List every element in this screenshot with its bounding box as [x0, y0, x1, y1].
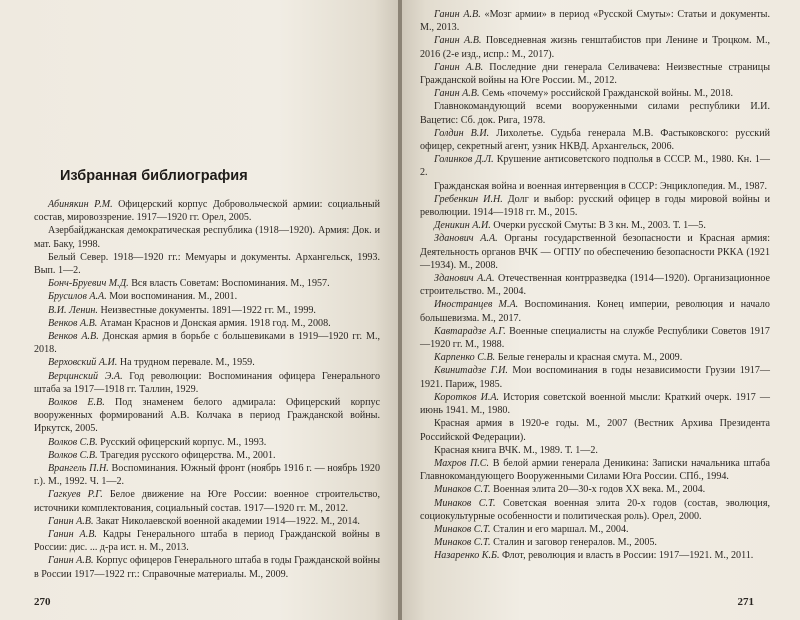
entry-text: Повседневная жизнь генштабистов при Ленине и Троцком. М., 2016 (2-е изд., испр.: М., 2017). — [420, 35, 770, 60]
bibliography-entry — [34, 330, 380, 356]
entry-text: Главнокомандующий всеми вооруженными силами республики И.И. Вацетис: Сб. док. Рига, 1978. — [420, 101, 770, 126]
bibliography-entry — [420, 87, 770, 100]
entry-author: Карпенко С.В. — [434, 352, 496, 364]
entry-text: Белые генералы и красная смута. М., 2009. — [495, 352, 683, 364]
entry-author: Гребенкин И.Н. — [434, 193, 503, 205]
entry-author: Гагкуев Р.Г. — [48, 489, 103, 501]
bibliography-entry — [420, 100, 770, 126]
bibliography-entry — [420, 417, 770, 443]
bibliography-entry — [34, 277, 380, 290]
bibliography-entry — [34, 356, 380, 369]
right-page-body — [420, 8, 770, 563]
entry-text: Закат Николаевской военной академии 1914—1922. М., 2014. — [93, 515, 360, 527]
bibliography-entry — [420, 497, 770, 523]
bibliography-entry — [34, 554, 380, 580]
entry-author: Верцинский Э.А. — [48, 370, 123, 382]
entry-author: Бонч-Бруевич М.Д. — [48, 278, 129, 290]
bibliography-entry — [420, 351, 770, 364]
bibliography-entry — [34, 462, 380, 488]
entry-text: Военные специалисты на службе Республики Советов 1917—1920 гг. М., 1988. — [420, 325, 770, 351]
entry-author: Ганин А.В. — [48, 555, 94, 567]
entry-text: Сталин и его маршал. М., 2004. — [490, 523, 629, 535]
bibliography-entry — [420, 180, 770, 193]
entry-author: Голдин В.И. — [434, 127, 490, 139]
entry-text: Последние дни генерала Селивачева: Неизвестные страницы Гражданской войны на Юге России. М., 2012. — [420, 61, 770, 87]
entry-text: Очерки русской Смуты: В 3 кн. М., 2003. Т. 1—5. — [490, 220, 706, 232]
entry-text: Воспоминания. Конец империи, революция и начало большевизма. М., 2017. — [420, 299, 770, 324]
entry-text: Кадры Генерального штаба в период Гражданской войны в России: дис. ... д-ра ист. н. М., 2013. — [34, 529, 380, 554]
entry-text: «Мозг армии» в период «Русской Смуты»: Статьи и документы. М., 2013. — [420, 9, 770, 34]
entry-text: Гражданская война и военная интервенция в СССР: Энциклопедия. М., 1987. — [434, 180, 768, 192]
entry-author: Венков А.В. — [48, 317, 98, 329]
entry-text: Красная книга ВЧК. М., 1989. Т. 1—2. — [434, 444, 598, 456]
entry-author: Зданович А.А. — [434, 273, 495, 285]
entry-text: Крушение антисоветского подполья в СССР. М., 1980. Кн. 1—2. — [420, 154, 770, 179]
entry-author: Ганин А.В. — [434, 61, 484, 73]
bibliography-entry — [420, 298, 770, 324]
bibliography-entry — [34, 290, 380, 303]
entry-text: Советская военная элита 20-х годов (состав, эволюция, социокультурные особенности и политическая роль). Орел, 2000. — [420, 497, 770, 522]
entry-text: Белое движение на Юге России: военное строительство, источники комплектования, социальный состав. 1917—1920 гг. М., 2012. — [34, 489, 380, 514]
entry-text: Офицерский корпус Добровольческой армии: социальный состав, мировоззрение. 1917—1920 гг. Орел, 2005. — [34, 199, 380, 224]
entry-text: Мои воспоминания. М., 2001. — [106, 291, 238, 303]
left-page — [0, 0, 398, 620]
bibliography-entry — [420, 364, 770, 390]
bibliography-entry — [420, 8, 770, 34]
bibliography-entry — [34, 436, 380, 449]
entry-text: Донская армия в борьбе с большевиками в 1919—1920 гг. М., 2018. — [34, 331, 380, 356]
bibliography-entry — [34, 304, 380, 317]
entry-author: Врангель П.Н. — [48, 463, 109, 475]
entry-author: Волков С.В. — [48, 436, 98, 448]
entry-author: Иностранцев М.А. — [434, 299, 519, 311]
entry-author: Квинитадзе Г.И. — [434, 365, 508, 377]
entry-text: Трагедия русского офицерства. М., 2001. — [97, 449, 276, 461]
entry-author: Голинков Д.Л. — [434, 154, 494, 166]
entry-text: Русский офицерский корпус. М., 1993. — [97, 436, 267, 448]
bibliography-entry — [420, 61, 770, 87]
entry-author: Ганин А.В. — [48, 515, 94, 527]
entry-text: Корпус офицеров Генерального штаба в годы Гражданской войны в России 1917—1922 гг.: Справочные материалы. М., 2009. — [34, 555, 380, 580]
entry-text: Сталин и заговор генералов. М., 2005. — [490, 537, 657, 549]
entry-author: Кавтарадзе А.Г. — [434, 325, 506, 337]
entry-text: Долг и выбор: русский офицер в годы мировой войны и революции. 1914—1918 гг. М., 2015. — [420, 193, 771, 219]
entry-author: Деникин А.И. — [434, 220, 491, 232]
page-number-left: 270 — [34, 596, 51, 608]
page-number-right: 271 — [737, 596, 754, 608]
bibliography-entry — [34, 528, 380, 554]
entry-author: Ганин А.В. — [434, 9, 481, 20]
entry-author: Ганин А.В. — [434, 35, 482, 47]
entry-author: Ганин А.В. — [48, 529, 97, 541]
entry-text: Неизвестные документы. 1891—1922 гг. М., 1999. — [97, 304, 316, 316]
entry-text: Под знаменем белого адмирала: Офицерский корпус вооруженных формирований А.В. Колчака в период Гражданской войны. Иркутск, 2005. — [34, 397, 380, 435]
bibliography-entry — [420, 444, 770, 457]
entry-author: Волков С.В. — [48, 449, 98, 461]
entry-text: Воспоминания. Южный фронт (ноябрь 1916 г. — ноябрь 1920 г.). М., 1992. Ч. 1—2. — [34, 463, 380, 488]
entry-text: Флот, революция и власть в России: 1917—1921. М., 2011. — [499, 550, 754, 562]
bibliography-entry — [420, 219, 770, 232]
entry-author: В.И. Ленин. — [48, 304, 98, 316]
bibliography-entry — [34, 317, 380, 330]
bibliography-entry — [420, 536, 770, 549]
entry-text: Органы государственной безопасности и Красная армия: Деятельность органов ВЧК — ОГПУ по обеспечению безопасности РККА (1921—1934). М., 2008. — [420, 233, 770, 271]
bibliography-entry — [420, 127, 770, 153]
entry-text: Мои воспоминания в годы независимости Грузии 1917—1921. Париж, 1985. — [420, 365, 770, 390]
bibliography-entry — [420, 549, 770, 562]
entry-text: В белой армии генерала Деникина: Записки начальника штаба Главнокомандующего Вооруженными Силами Юга России. СПб., 1994. — [420, 457, 770, 483]
entry-author: Верховский А.И. — [48, 357, 118, 369]
page-heading: Избранная библиография — [60, 168, 248, 184]
bibliography-entry — [34, 449, 380, 462]
entry-text: Семь «почему» российской Гражданской войны. М., 2018. — [479, 88, 734, 100]
entry-text: Вся власть Советам: Воспоминания. М., 1957. — [128, 278, 330, 290]
entry-author: Минаков С.Т. — [434, 484, 491, 496]
entry-author: Зданович А.А. — [434, 233, 498, 245]
bibliography-entry — [34, 251, 380, 277]
bibliography-entry — [420, 325, 770, 351]
bibliography-entry — [34, 224, 380, 250]
bibliography-entry — [420, 272, 770, 298]
entry-author: Коротков И.А. — [434, 391, 500, 403]
bibliography-entry — [34, 370, 380, 396]
bibliography-entry — [420, 232, 770, 272]
entry-author: Назаренко К.Б. — [434, 550, 500, 562]
entry-text: Азербайджанская демократическая республика (1918—1920). Армия: Док. и мат. Баку, 1998. — [34, 225, 380, 250]
bibliography-entry — [34, 515, 380, 528]
entry-author: Брусилов А.А. — [48, 291, 107, 303]
entry-author: Махров П.С. — [434, 457, 490, 469]
entry-text: Отечественная контрразведка (1914—1920). Организационное строительство. М., 2004. — [420, 273, 770, 298]
entry-text: Военная элита 20—30-х годов XX века. М., 2004. — [490, 484, 706, 496]
bibliography-entry — [34, 488, 380, 514]
bibliography-entry — [420, 391, 770, 417]
right-page — [402, 0, 800, 620]
bibliography-entry — [420, 523, 770, 536]
entry-text: Белый Север. 1918—1920 гг.: Мемуары и документы. Архангельск, 1993. Вып. 1—2. — [34, 251, 380, 277]
entry-text: Красная армия в 1920-е годы. М., 2007 (Вестник Архива Президента Российской Федерации). — [420, 418, 770, 443]
entry-author: Минаков С.Т. — [434, 497, 496, 509]
bibliography-entry — [420, 483, 770, 496]
entry-text: Лихолетье. Судьба генерала М.В. Фастыковского: русский офицер, секретный агент, узник НКВД. Архангельск, 2006. — [420, 127, 770, 153]
entry-author: Абинякин Р.М. — [48, 199, 113, 210]
entry-author: Ганин А.В. — [434, 88, 480, 100]
bibliography-entry — [420, 34, 770, 60]
bibliography-list-left — [34, 198, 380, 581]
entry-author: Минаков С.Т. — [434, 537, 491, 549]
bibliography-entry — [420, 153, 770, 179]
entry-author: Минаков С.Т. — [434, 523, 491, 535]
entry-author: Волков Е.В. — [48, 397, 105, 409]
bibliography-entry — [34, 396, 380, 436]
entry-text: Год революции: Воспоминания офицера Генерального штаба за 1917—1918 гг. Таллин, 1929. — [34, 370, 380, 395]
entry-author: Венков А.В. — [48, 331, 99, 343]
bibliography-entry — [420, 193, 770, 219]
bibliography-list-right — [420, 8, 770, 563]
entry-text: На трудном перевале. М., 1959. — [117, 357, 255, 369]
bibliography-entry — [34, 198, 380, 224]
entry-text: История советской военной мысли: Краткий очерк. 1917 — июнь 1941. М., 1980. — [420, 391, 770, 417]
entry-text: Атаман Краснов и Донская армия. 1918 год. М., 2008. — [97, 317, 331, 329]
bibliography-entry — [420, 457, 770, 483]
